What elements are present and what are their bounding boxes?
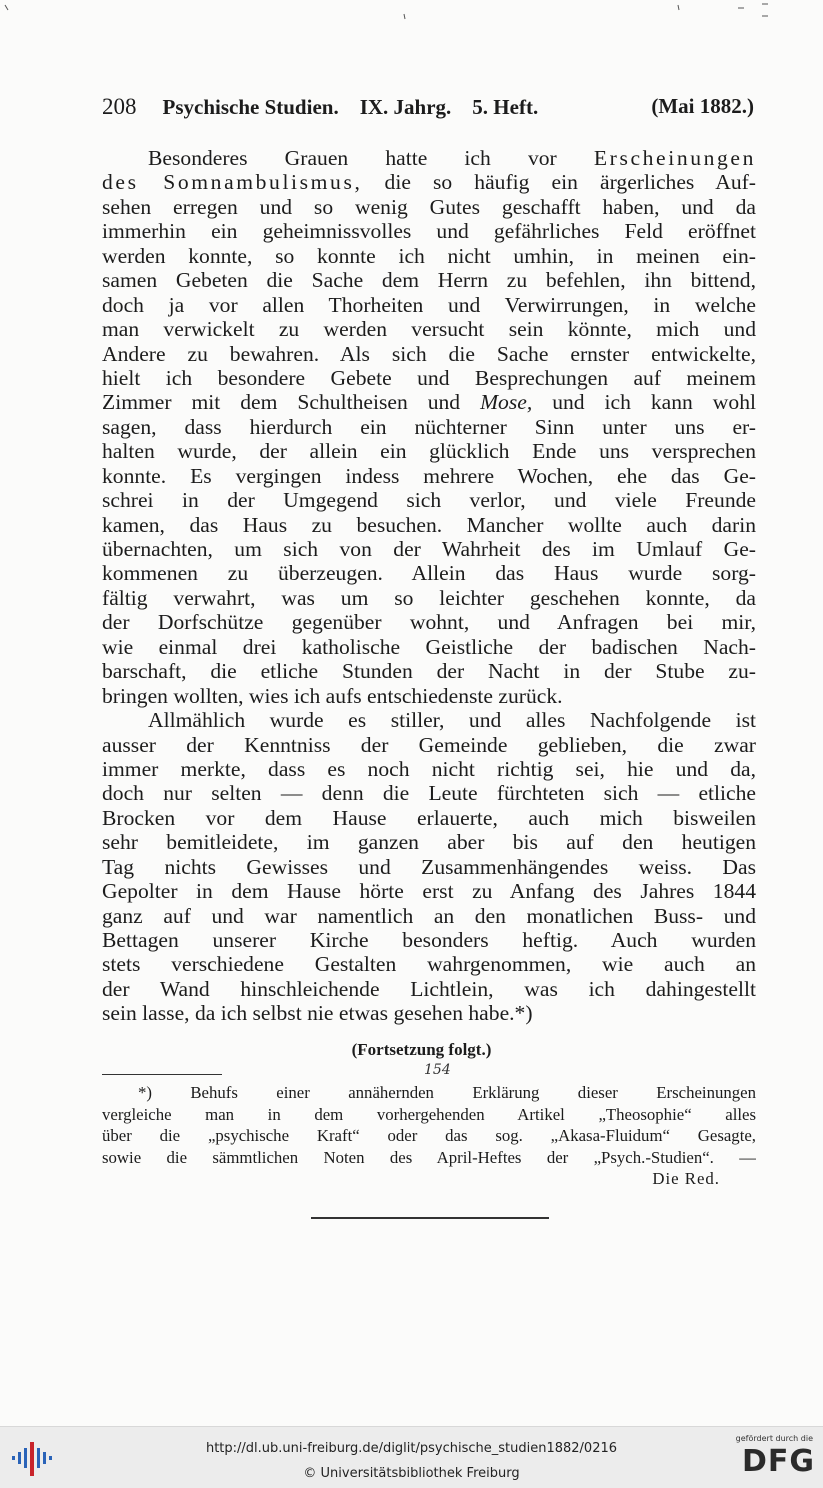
text-line: der Dorfschütze gegenüber wohnt, und Anfragen bei mir, (102, 610, 756, 635)
text-line: Allmählich wurde es stiller, und alles Nachfolgende ist (148, 708, 756, 733)
spaced-emphasis: des Somnambulismus, (102, 170, 363, 195)
text-line: Tag nichts Gewisses und Zusammenhängendes weiss. Das (102, 854, 756, 879)
text-line: stets verschiedene Gestalten wahrgenommen, wie auch an (102, 952, 756, 977)
italic-name: Mose, (480, 390, 533, 415)
text-line: der Wand hinschleichende Lichtlein, was ich dahingestellt (102, 976, 756, 1001)
page-number: 208 (102, 94, 137, 119)
handwritten-stamp: 154 (424, 1062, 451, 1078)
text-line: bringen wollten, wies ich aufs entschiedenste zurück. (102, 683, 563, 708)
footnote-line: vergleiche man in dem vorhergehenden Artikel „Theosophie“ alles (102, 1104, 756, 1124)
text-line: sein lasse, da ich selbst nie etwas gesehen habe.*) (102, 1001, 533, 1026)
footnote-signature: Die Red. (652, 1169, 720, 1188)
text-line: fältig verwahrt, was um so leichter geschehen konnte, da (102, 585, 756, 610)
text-line: kamen, das Haus zu besuchen. Mancher wollte auch darin (102, 512, 756, 537)
text-line: immerhin ein geheimnissvolles und gefährliches Feld eröffnet (102, 219, 756, 244)
text-line: man verwickelt zu werden versucht sein könnte, mich und (102, 317, 756, 342)
text-line: Bettagen unserer Kirche besonders heftig. Auch wurden (102, 928, 756, 952)
footnote (102, 1082, 756, 1190)
text-line: immer merkte, dass es noch nicht richtig sei, hie und da, (102, 756, 756, 781)
footnote-rule (102, 1074, 222, 1075)
text-line: konnte. Es vergingen indess mehrere Wochen, ehe das Ge- (102, 463, 756, 488)
text-line: kommenen zu überzeugen. Allein das Haus wurde sorg- (102, 561, 756, 586)
spaced-emphasis: Erscheinungen (593, 146, 756, 170)
text-line: Andere zu bewahren. Als sich die Sache ernster entwickelte, (102, 341, 756, 366)
text-line: doch nur selten — denn die Leute fürchteten sich — etliche (102, 781, 756, 806)
footnote-line: über die „psychische Kraft“ oder das sog. „Akasa-Fluidum“ Gesagte, (102, 1126, 756, 1145)
text-line: ausser der Kenntniss der Gemeinde geblieben, die zwar (102, 732, 756, 757)
text-line: halten wurde, der allein ein glücklich Ende uns versprechen (102, 439, 756, 464)
funding-note: gefördert durch die (735, 1434, 813, 1443)
volume-label: IX. Jahrg. (359, 95, 452, 119)
text-line: hielt ich besondere Gebete und Besprechungen auf meinem (102, 365, 756, 390)
text-line: übernachten, um sich von der Wahrheit des im Umlauf Ge- (102, 537, 756, 561)
text-line: sagen, dass hierdurch ein nüchterner Sinn unter uns er- (102, 414, 756, 439)
paragraph (102, 146, 756, 708)
permalink-url[interactable]: http://dl.ub.uni-freiburg.de/diglit/psychische_studien1882/0216 (205, 1441, 618, 1456)
continuation-note: (Fortsetzung folgt.) (351, 1040, 492, 1059)
issue-date: (Mai 1882.) (651, 94, 754, 118)
text-line: doch ja vor allen Thorheiten und Verwirrungen, in welche (102, 292, 756, 317)
copyright-notice: © Universitätsbibliothek Freiburg (303, 1466, 520, 1481)
text-line: Zimmer mit dem Schultheisen und Mose, und ich kann wohl (102, 390, 756, 415)
issue-label: 5. Heft. (472, 95, 539, 119)
text-line: schrei in der Umgegend sich verlor, und viele Freunde (102, 488, 756, 513)
text-line: wie einmal drei katholische Geistliche der badischen Nach- (102, 634, 756, 659)
text-line: sehen erregen und so wenig Gutes geschafft haben, und da (102, 194, 756, 219)
footnote-line: *) Behufs einer annähernden Erklärung dieser Erscheinungen (138, 1083, 756, 1102)
text-line: barschaft, die etliche Stunden der Nacht in der Stube zu- (102, 659, 756, 684)
article-body (102, 146, 756, 1026)
running-header (102, 94, 754, 120)
journal-title: Psychische Studien. (162, 95, 339, 119)
text-line: Gepolter in dem Hause hörte erst zu Anfang des Jahres 1844 (102, 879, 756, 904)
text-line: werden konnte, so konnte ich nicht umhin, in meinen ein- (102, 243, 756, 268)
scan-edge-marks (0, 0, 823, 24)
footnote-line: sowie die sämmtlichen Noten des April-Heftes der „Psych.-Studien“. — (102, 1147, 756, 1167)
text-line: Brocken vor dem Hause erlauerte, auch mich bisweilen (102, 805, 756, 830)
text-line: des Somnambulismus, die so häufig ein ärgerliches Auf- (102, 170, 756, 195)
text-line: ganz auf und war namentlich an den monatlichen Buss- und (102, 903, 756, 928)
text-line: samen Gebeten die Sache dem Herrn zu befehlen, ihn bittend, (102, 268, 756, 293)
text-line: sehr bemitleidete, im ganzen aber bis auf den heutigen (102, 830, 756, 855)
paragraph (102, 708, 756, 1026)
dfg-logo: DFG (741, 1444, 815, 1479)
text-line: Besonderes Grauen hatte ich vor Erscheinungen (148, 146, 756, 170)
article-end-rule (311, 1217, 549, 1219)
